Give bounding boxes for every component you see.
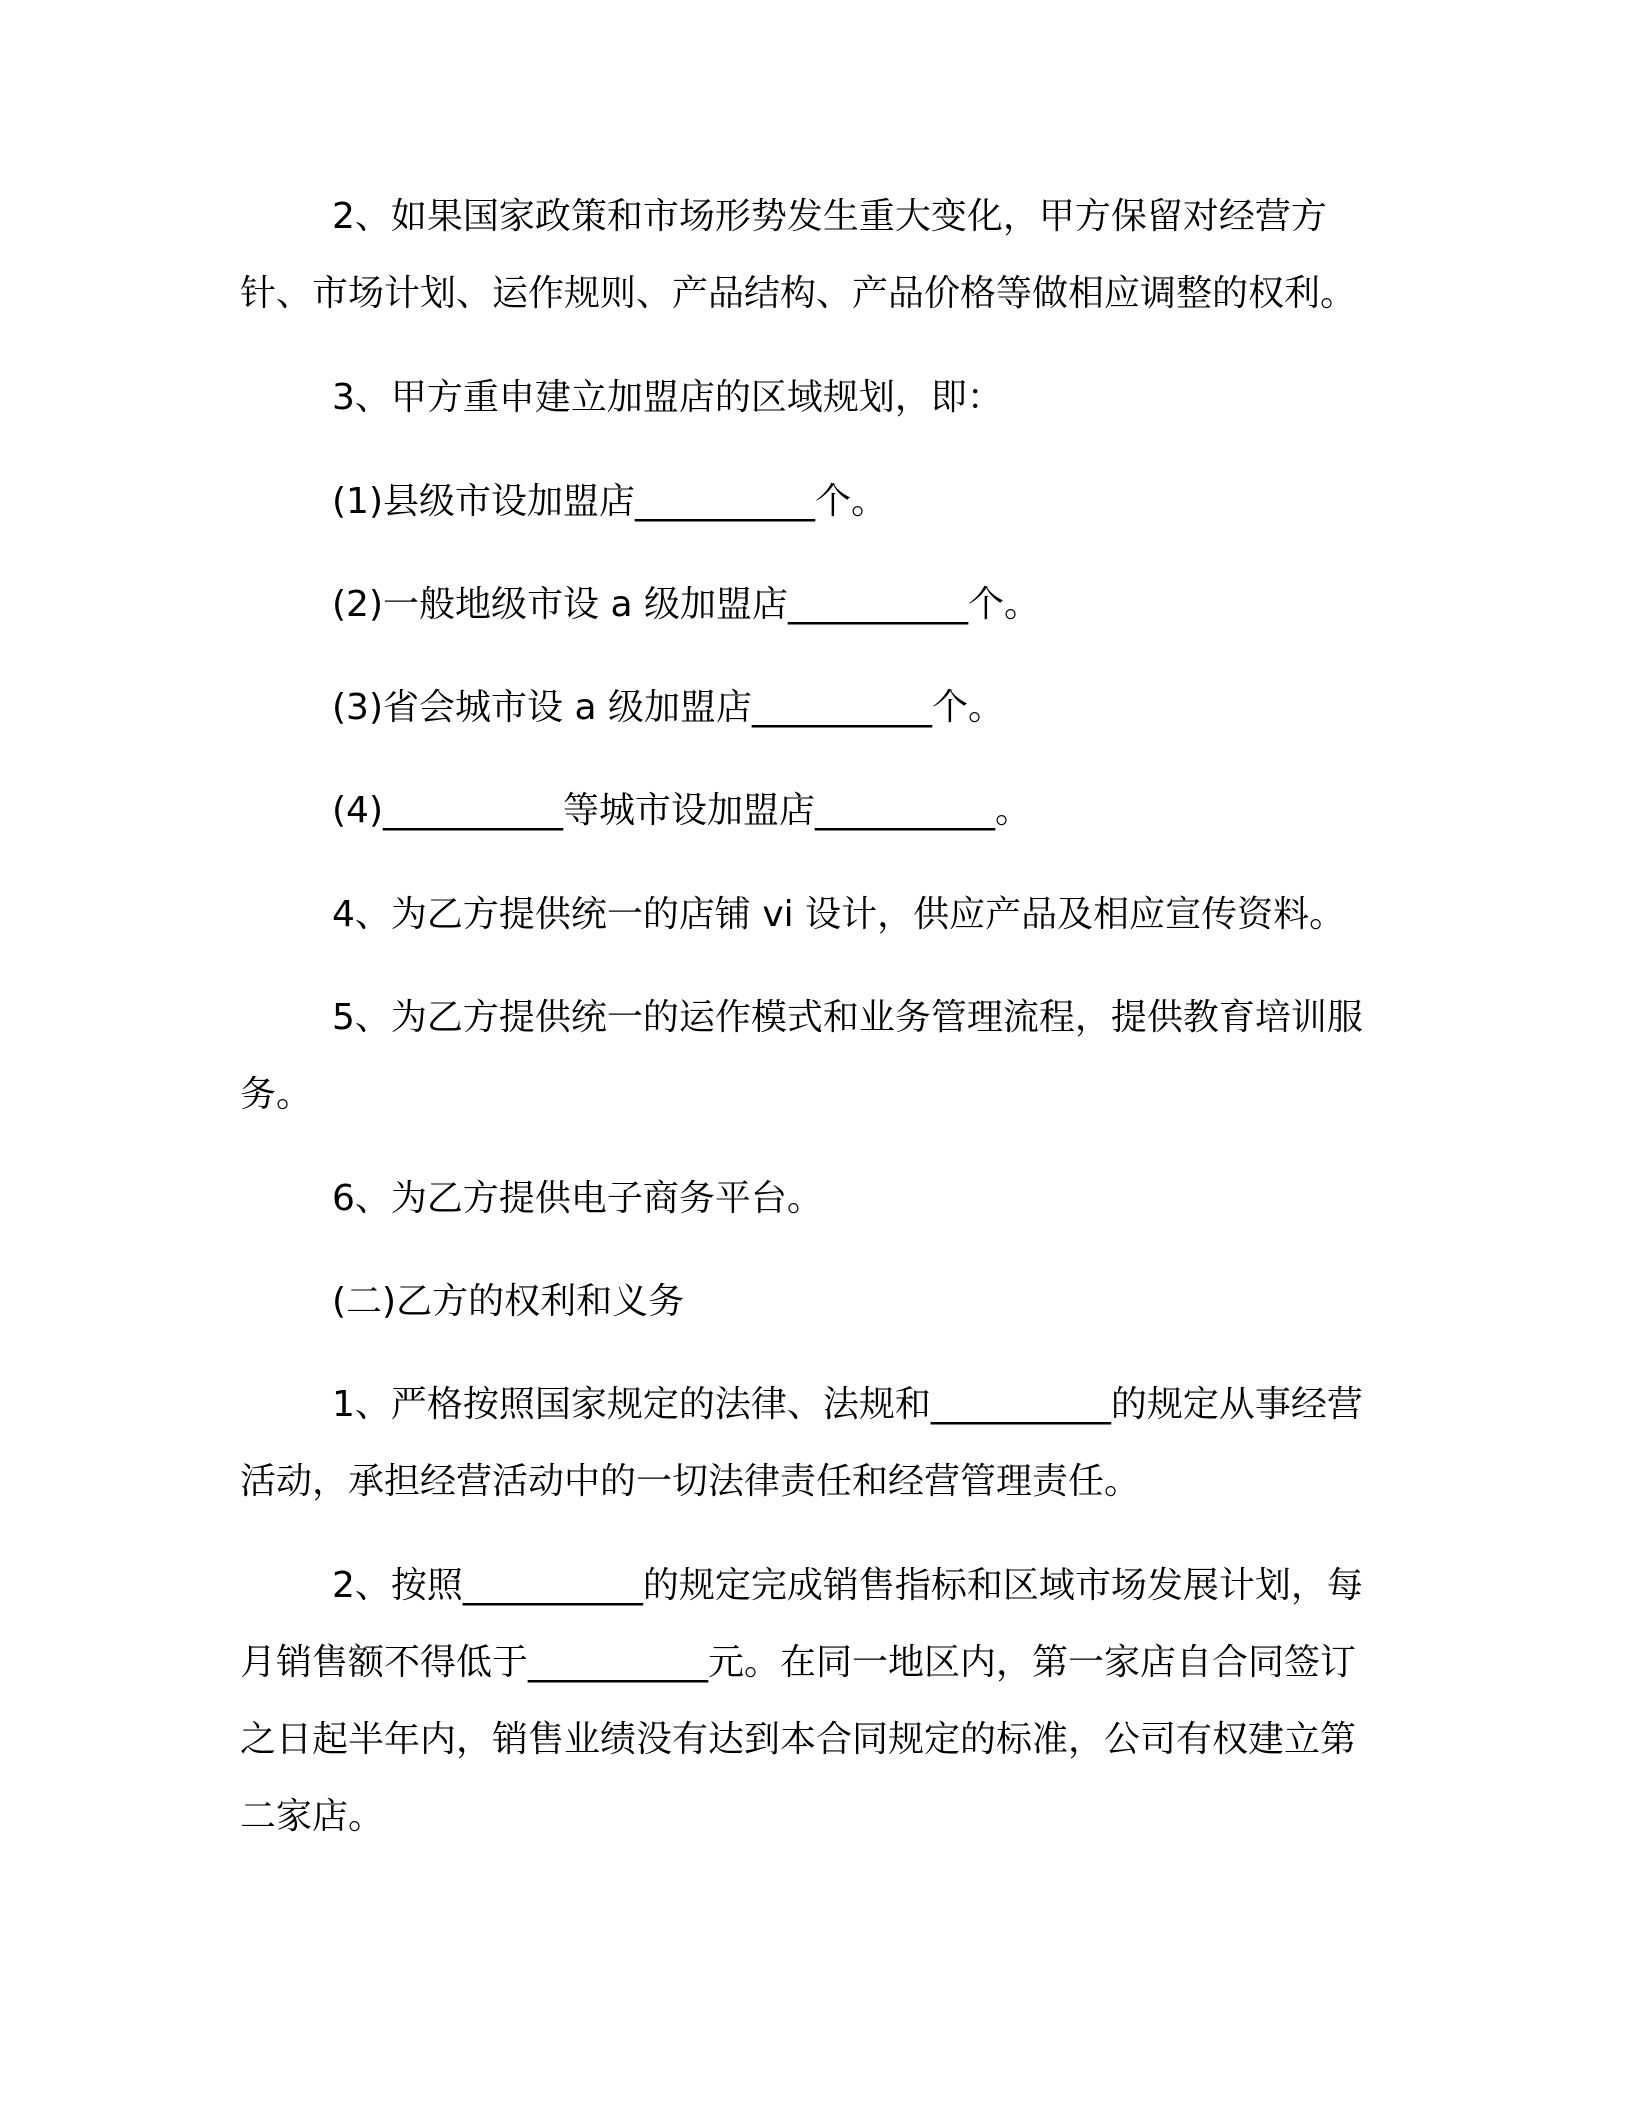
paragraph-ecommerce: 6、为乙方提供电子商务平台。 (332, 1178, 823, 1219)
paragraph-other-cities: (4)__________等城市设加盟店__________。 (332, 790, 1031, 831)
paragraph-sales-targets: 2、按照__________的规定完成销售指标和区域市场发展计划，每月销售额不得低于__________元。在同一地区内，第一家店自合同签订之日起半年内，销售业绩没有达到本合同规定的标准，公司有权建立第二家店。 (240, 1565, 1363, 1837)
paragraph-vi-design: 4、为乙方提供统一的店铺 vi 设计，供应产品及相应宣传资料。 (332, 894, 1346, 935)
paragraph-prefecture-stores: (2)一般地级市设 a 级加盟店__________个。 (332, 584, 1040, 625)
section-heading-party-b: (二)乙方的权利和义务 (332, 1281, 685, 1322)
paragraph-county-stores: (1)县级市设加盟店__________个。 (332, 481, 887, 522)
paragraph-training: 5、为乙方提供统一的运作模式和业务管理流程，提供教育培训服务。 (240, 997, 1363, 1115)
paragraph-regional-planning: 3、甲方重申建立加盟店的区域规划，即： (332, 377, 1003, 418)
paragraph-provincial-capital-stores: (3)省会城市设 a 级加盟店__________个。 (332, 687, 1004, 728)
document-page (240, 0, 1380, 2112)
paragraph-legal-compliance: 1、严格按照国家规定的法律、法规和__________的规定从事经营活动，承担经营活动中的一切法律责任和经营管理责任。 (240, 1384, 1363, 1502)
paragraph-policy-adjustment: 2、如果国家政策和市场形势发生重大变化，甲方保留对经营方针、市场计划、运作规则、产品结构、产品价格等做相应调整的权利。 (240, 196, 1357, 314)
